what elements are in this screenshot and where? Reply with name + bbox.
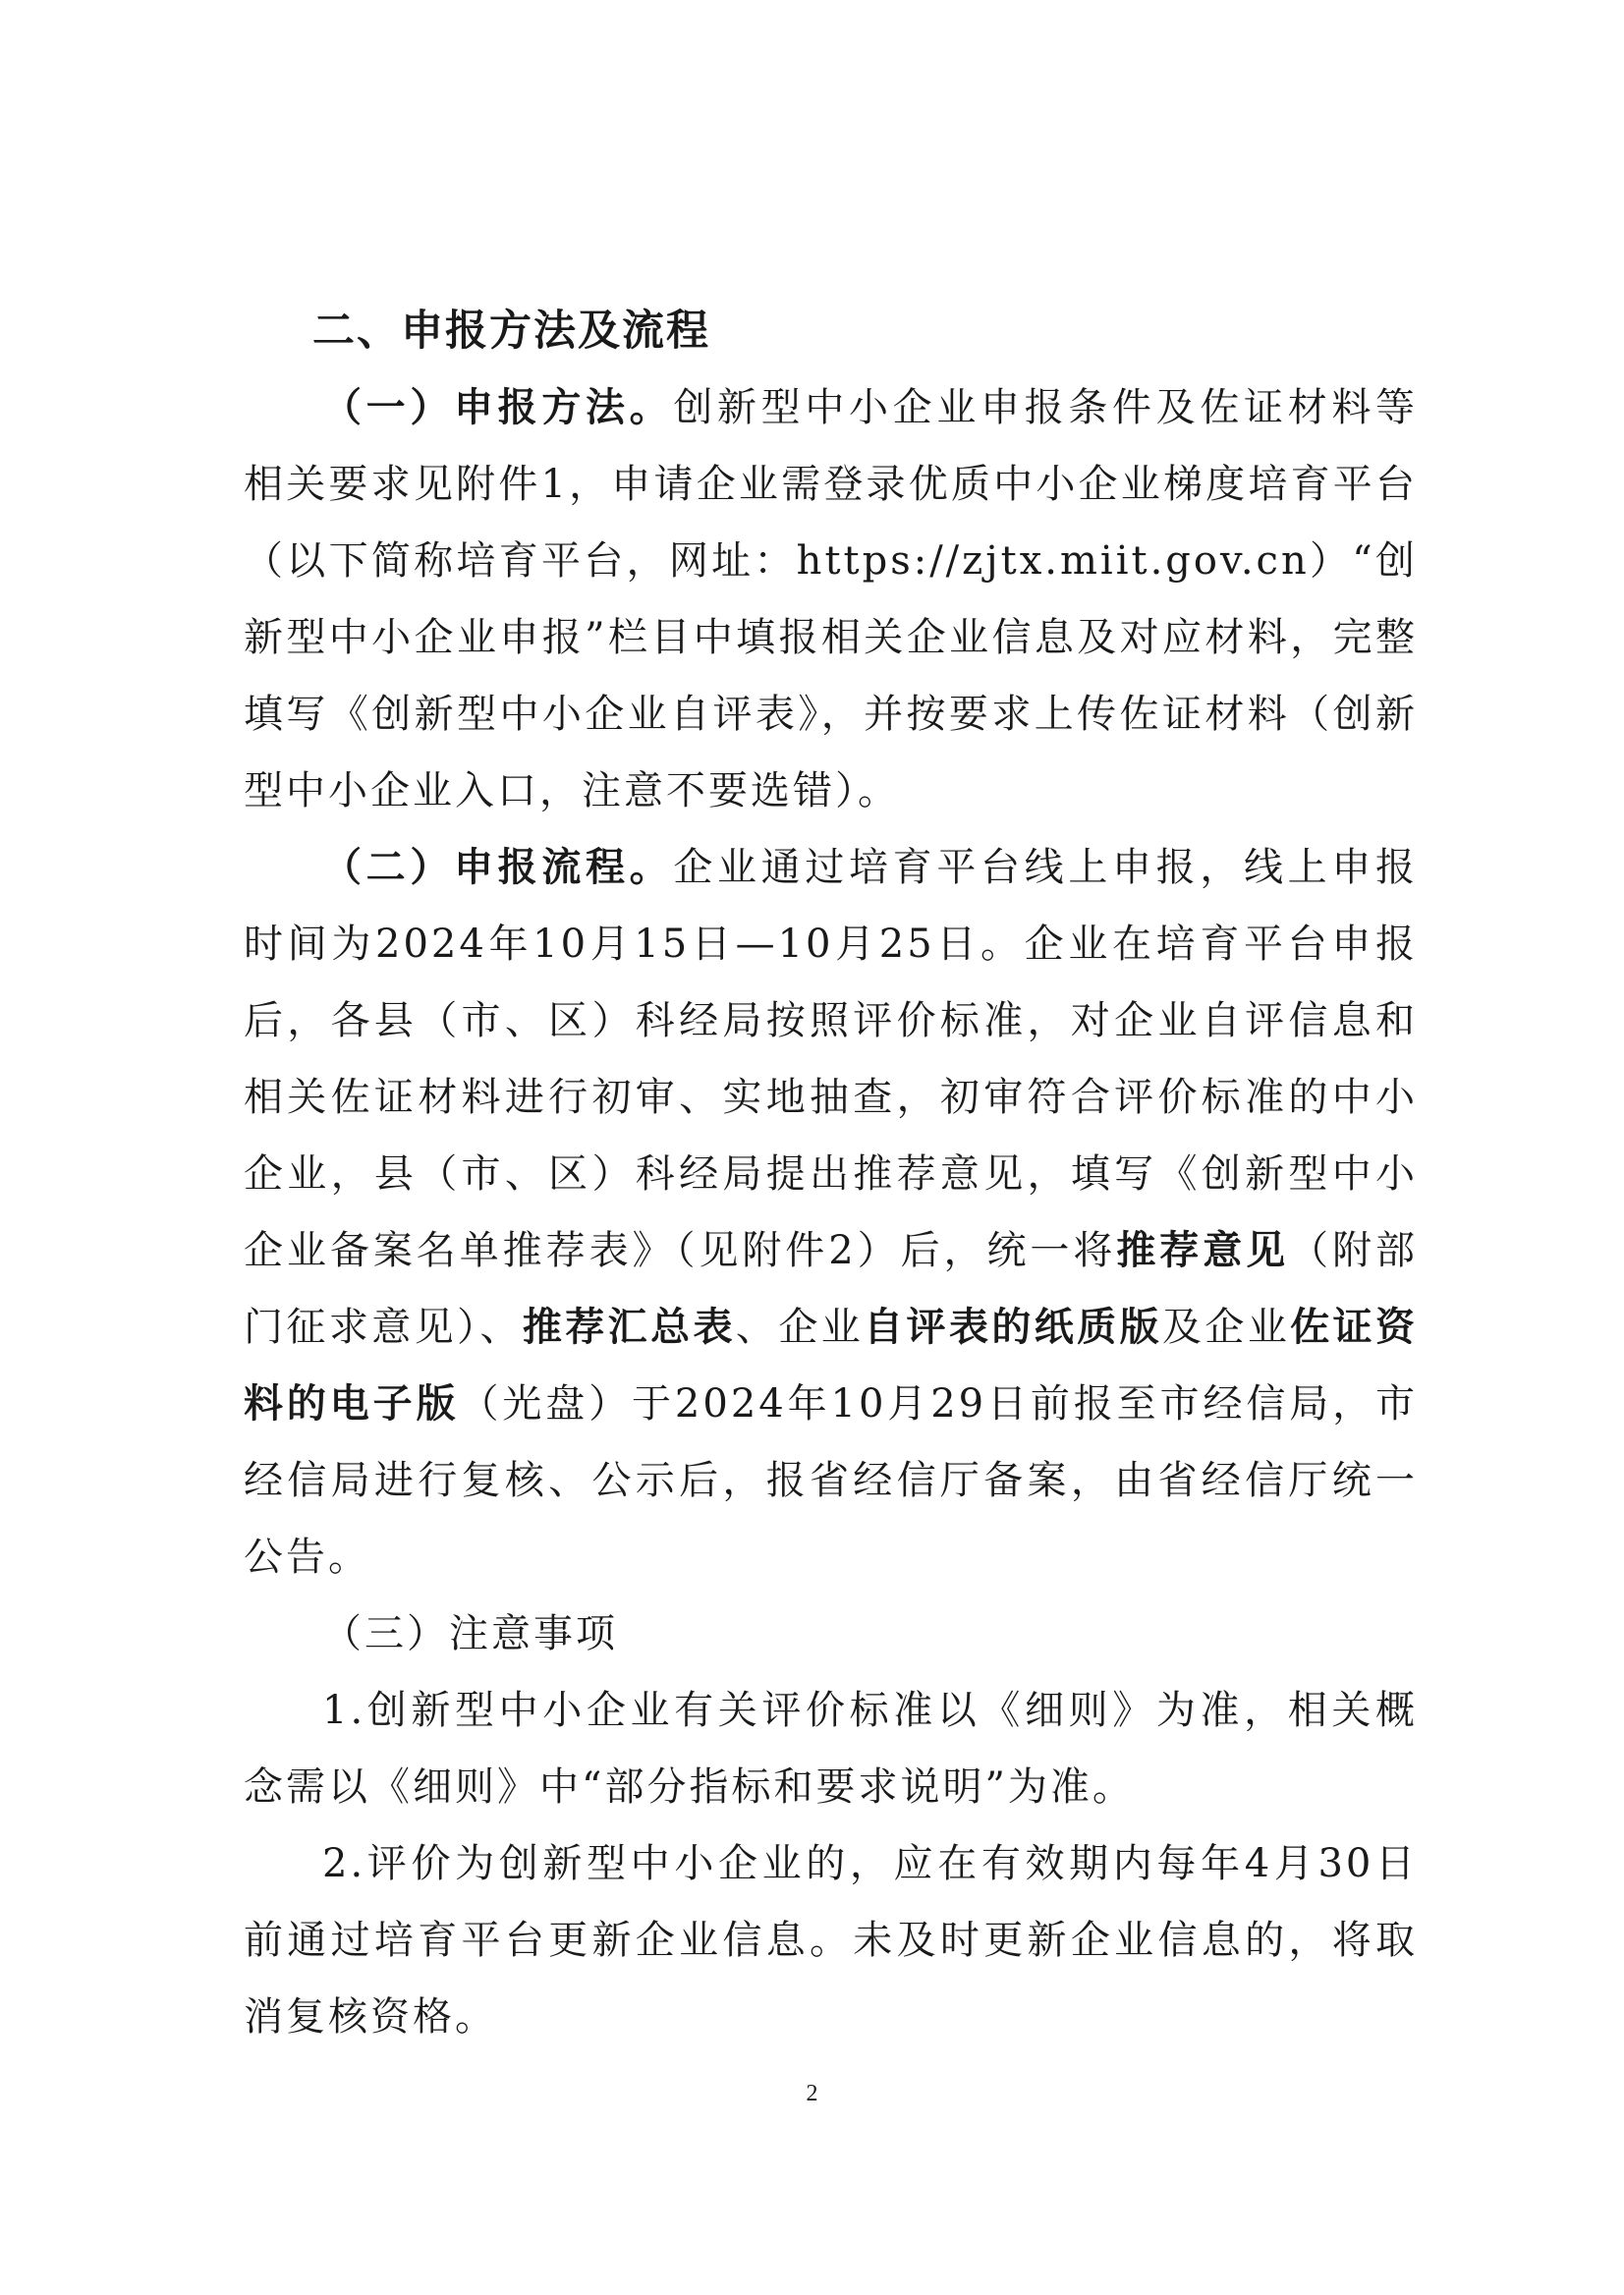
bold-paper-self-evaluation: 自评表的纸质版 bbox=[864, 1305, 1162, 1350]
text-process-e: （光盘）于2024年10月29日前报至市经信局，市经信局进行复核、公示后，报省经信厅备案，由省经信厅统一公告。 bbox=[244, 1381, 1419, 1580]
bold-electronic-evidence: 佐证资料的电子版 bbox=[244, 1305, 1419, 1427]
text-process-d: 及企业 bbox=[1162, 1305, 1291, 1350]
label-notes: （三）注意事项 bbox=[322, 1611, 618, 1656]
text-process-a: 企业通过培育平台线上申报，线上申报时间为2024年10月15日—10月25日。企业在培育平台申报后，各县（市、区）科经局按照评价标准，对企业自评信息和相关佐证材料进行初审、实地抽查，初审符合评价标准的中小企业，县（市、区）科经局提出推荐意见，填写《创新型中小企业备案名单推荐表》（见附件2）后，统一将 bbox=[244, 845, 1419, 1273]
text-process-b: （附部门征求意见）、 bbox=[244, 1228, 1419, 1350]
document-body bbox=[244, 293, 1418, 2055]
label-application-method: （一）申报方法。 bbox=[322, 385, 674, 430]
paragraph-application-method bbox=[244, 369, 1418, 829]
label-application-process: （二）申报流程。 bbox=[322, 845, 674, 890]
bold-recommendation-opinion: 推荐意见 bbox=[1116, 1228, 1290, 1273]
page-number: 2 bbox=[806, 2081, 818, 2106]
notes-item-1: 1.创新型中小企业有关评价标准以《细则》为准，相关概念需以《细则》中“部分指标和要求说明”为准。 bbox=[244, 1688, 1418, 1810]
text-process-c: 、企业 bbox=[735, 1305, 865, 1350]
bold-recommendation-summary: 推荐汇总表 bbox=[522, 1305, 736, 1350]
text-application-method: 创新型中小企业申报条件及佐证材料等相关要求见附件1，申请企业需登录优质中小企业梯度培育平台（以下简称培育平台，网址：https://zjtx.miit.gov.cn）“创新型中小企业申报”栏目中填报相关企业信息及对应材料，完整填写《创新型中小企业自评表》，并按要求上传佐证材料（创新型中小企业入口，注意不要选错）。 bbox=[244, 385, 1419, 813]
section-heading: 二、申报方法及流程 bbox=[312, 307, 710, 356]
paragraph-application-process bbox=[244, 829, 1418, 1595]
notes-item-2: 2.评价为创新型中小企业的，应在有效期内每年4月30日前通过培育平台更新企业信息。未及时更新企业信息的，将取消复核资格。 bbox=[244, 1841, 1418, 2040]
